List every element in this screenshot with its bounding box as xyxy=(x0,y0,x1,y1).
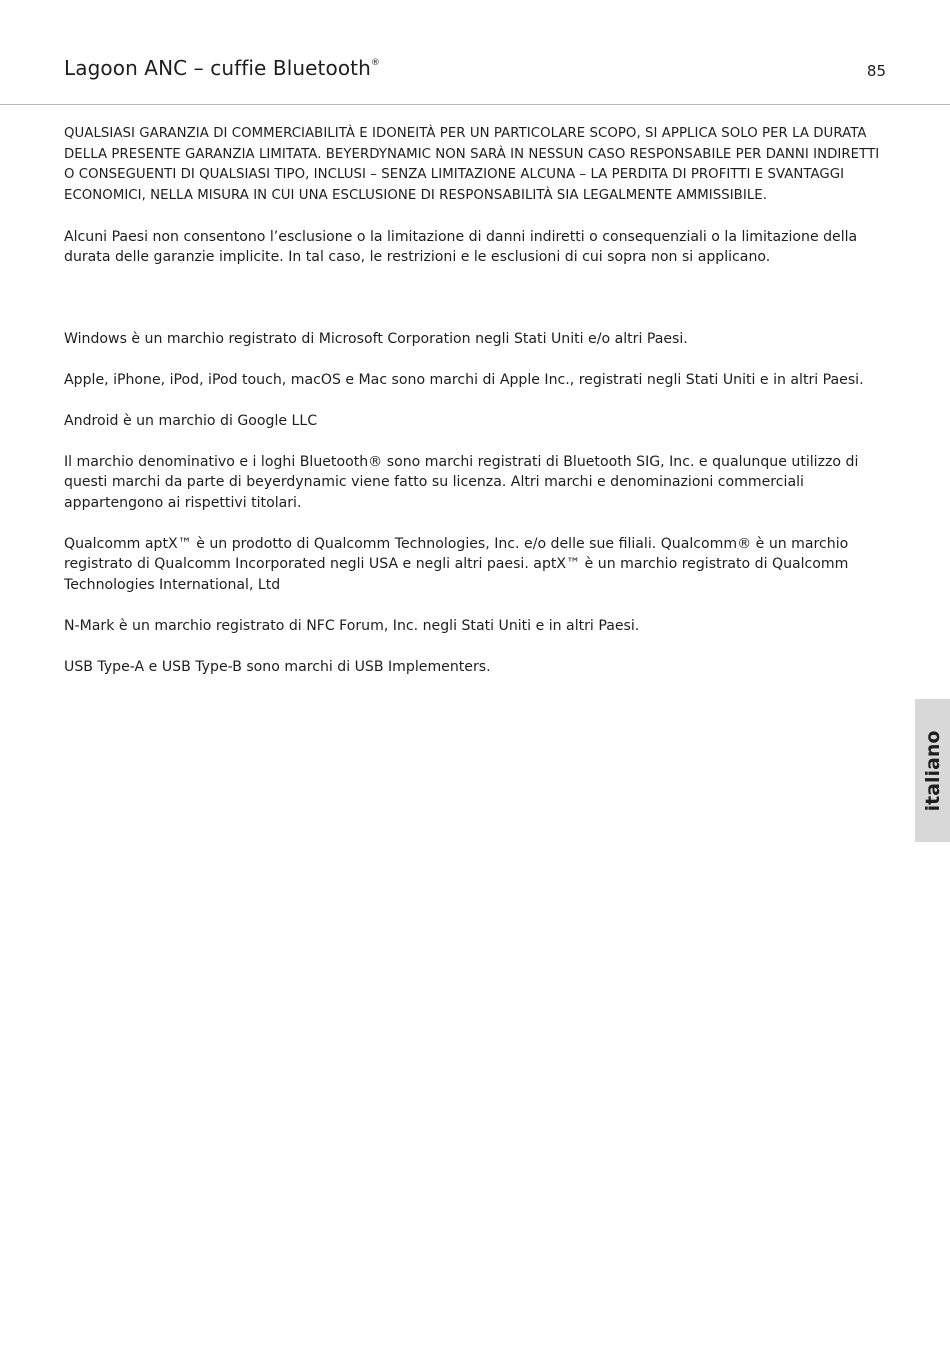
document-title xyxy=(64,56,380,80)
trademark-nfc-paragraph: N-Mark è un marchio registrato di NFC Forum, Inc. negli Stati Uniti e in altri Paesi. xyxy=(64,617,640,634)
document-title-text: Lagoon ANC – cuffie Bluetooth xyxy=(64,56,371,80)
registered-mark: ® xyxy=(370,58,380,68)
header-divider xyxy=(0,104,950,105)
warranty-limitation-paragraph: Alcuni Paesi non consentono l’esclusione o la limitazione di danni indiretti o consequenziali o la limitazione della durata delle garanzie implicite. In tal caso, le restrizioni e le esclusioni di cui sopra non si applicano. xyxy=(64,228,858,265)
page-number: 85 xyxy=(866,62,886,80)
warranty-disclaimer-paragraph: QUALSIASI GARANZIA DI COMMERCIABILITÀ E IDONEITÀ PER UN PARTICOLARE SCOPO, SI APPLICA SOLO PER LA DURATA DELLA PRESENTE GARANZIA LIMITATA. BEYERDYNAMIC NON SARÀ IN NESSUN CASO RESPONSABILE PER DANNI INDIRETTI O CONSEGUENTI DI QUALSIASI TIPO, INCLUSI – SENZA LIMITAZIONE ALCUNA – LA PERDITA DI PROFITTI E SVANTAGGI ECONOMICI, NELLA MISURA IN CUI UNA ESCLUSIONE DI RESPONSABILITÀ SIA LEGALMENTE AMMISSIBILE. xyxy=(64,126,880,203)
language-tab-label: italiano xyxy=(921,730,944,811)
trademark-windows-paragraph: Windows è un marchio registrato di Microsoft Corporation negli Stati Uniti e/o altri Paesi. xyxy=(64,330,688,347)
language-tab xyxy=(915,699,950,842)
trademark-bluetooth-paragraph: Il marchio denominativo e i loghi Bluetooth® sono marchi registrati di Bluetooth SIG, Inc. e qualunque utilizzo di questi marchi da parte di beyerdynamic viene fatto su licenza. Altri marchi e denominazioni commerciali appartengono ai rispettivi titolari. xyxy=(64,453,859,511)
trademark-qualcomm-paragraph: Qualcomm aptX™ è un prodotto di Qualcomm Technologies, Inc. e/o delle sue filiali. Qualcomm® è un marchio registrato di Qualcomm Incorporated negli USA e negli altri paesi. aptX™ è un marchio registrato di Qualcomm Technologies International, Ltd xyxy=(64,535,849,593)
page-body xyxy=(64,124,886,698)
trademark-apple-paragraph: Apple, iPhone, iPod, iPod touch, macOS e Mac sono marchi di Apple Inc., registrati negli Stati Uniti e in altri Paesi. xyxy=(64,371,864,388)
trademark-usb-paragraph: USB Type-A e USB Type-B sono marchi di USB Implementers. xyxy=(64,658,491,675)
trademark-android-paragraph: Android è un marchio di Google LLC xyxy=(64,412,318,429)
